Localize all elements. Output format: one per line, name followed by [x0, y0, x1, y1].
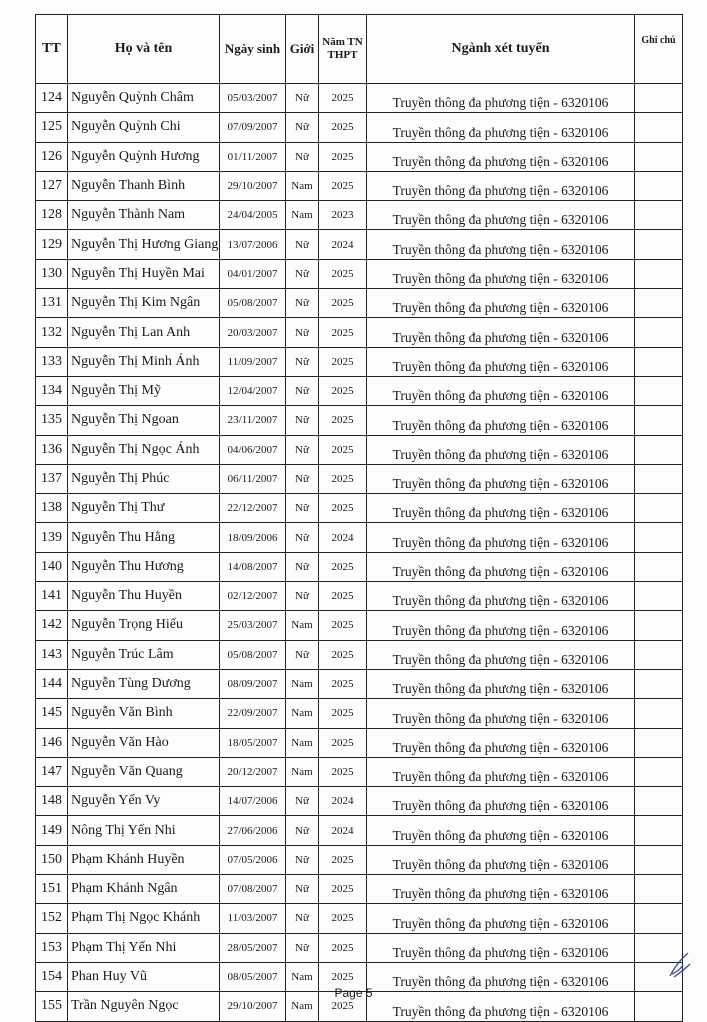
gender-cell: Nữ [286, 582, 319, 611]
row-number-cell: 140 [36, 552, 68, 581]
admission-major-cell: Truyền thông đa phương tiện - 6320106 [367, 875, 635, 904]
date-of-birth-cell: 27/06/2006 [220, 816, 286, 845]
admission-major-cell: Truyền thông đa phương tiện - 6320106 [367, 845, 635, 874]
date-of-birth-cell: 07/09/2007 [220, 113, 286, 142]
date-of-birth-cell: 06/11/2007 [220, 464, 286, 493]
graduation-year-cell: 2025 [319, 611, 367, 640]
date-of-birth-cell: 18/05/2007 [220, 728, 286, 757]
note-cell [635, 406, 683, 435]
gender-cell: Nữ [286, 875, 319, 904]
candidate-name-cell: Nguyễn Tùng Dương [68, 669, 220, 698]
table-row [36, 611, 683, 640]
date-of-birth-cell: 08/09/2007 [220, 669, 286, 698]
table-row [36, 142, 683, 171]
date-of-birth-cell: 05/08/2007 [220, 289, 286, 318]
date-of-birth-cell: 13/07/2006 [220, 230, 286, 259]
table-row [36, 640, 683, 669]
graduation-year-cell: 2025 [319, 113, 367, 142]
date-of-birth-cell: 04/06/2007 [220, 435, 286, 464]
gender-cell: Nam [286, 962, 319, 991]
table-row [36, 171, 683, 200]
candidate-name-cell: Nguyễn Quỳnh Chi [68, 113, 220, 142]
row-number-cell: 145 [36, 699, 68, 728]
row-number-cell: 137 [36, 464, 68, 493]
note-cell [635, 669, 683, 698]
row-number-cell: 144 [36, 669, 68, 698]
table-row [36, 669, 683, 698]
admission-major-cell: Truyền thông đa phương tiện - 6320106 [367, 816, 635, 845]
date-of-birth-cell: 14/07/2006 [220, 787, 286, 816]
note-cell [635, 816, 683, 845]
graduation-year-cell: 2024 [319, 230, 367, 259]
note-cell [635, 757, 683, 786]
date-of-birth-cell: 20/03/2007 [220, 318, 286, 347]
header-tt: TT [36, 15, 68, 84]
candidate-name-cell: Nguyễn Yến Vy [68, 787, 220, 816]
admission-major-cell: Truyền thông đa phương tiện - 6320106 [367, 142, 635, 171]
gender-cell: Nữ [286, 552, 319, 581]
admission-major-cell: Truyền thông đa phương tiện - 6320106 [367, 171, 635, 200]
gender-cell: Nam [286, 992, 319, 1021]
graduation-year-cell: 2025 [319, 699, 367, 728]
note-cell [635, 289, 683, 318]
table-header-row [36, 15, 683, 84]
date-of-birth-cell: 02/12/2007 [220, 582, 286, 611]
gender-cell: Nam [286, 728, 319, 757]
gender-cell: Nữ [286, 84, 319, 113]
date-of-birth-cell: 07/08/2007 [220, 875, 286, 904]
candidate-name-cell: Nguyễn Thị Mỹ [68, 376, 220, 405]
row-number-cell: 135 [36, 406, 68, 435]
table-row [36, 552, 683, 581]
graduation-year-cell: 2025 [319, 289, 367, 318]
candidate-name-cell: Phạm Khánh Huyền [68, 845, 220, 874]
candidate-name-cell: Nguyễn Thị Minh Ánh [68, 347, 220, 376]
page-number: Page 5 [334, 986, 373, 1000]
row-number-cell: 141 [36, 582, 68, 611]
date-of-birth-cell: 18/09/2006 [220, 523, 286, 552]
note-cell [635, 376, 683, 405]
gender-cell: Nữ [286, 816, 319, 845]
admission-major-cell: Truyền thông đa phương tiện - 6320106 [367, 347, 635, 376]
gender-cell: Nam [286, 669, 319, 698]
header-grad-year: Năm TN THPT [319, 15, 367, 84]
candidate-name-cell: Nguyễn Thu Hương [68, 552, 220, 581]
signature-mark [666, 950, 694, 980]
row-number-cell: 130 [36, 259, 68, 288]
graduation-year-cell: 2025 [319, 84, 367, 113]
graduation-year-cell: 2025 [319, 464, 367, 493]
candidate-name-cell: Nguyễn Thị Ngoan [68, 406, 220, 435]
table-row [36, 259, 683, 288]
row-number-cell: 146 [36, 728, 68, 757]
graduation-year-cell: 2025 [319, 875, 367, 904]
graduation-year-cell: 2025 [319, 904, 367, 933]
graduation-year-cell: 2025 [319, 992, 367, 1021]
admission-major-cell: Truyền thông đa phương tiện - 6320106 [367, 787, 635, 816]
gender-cell: Nữ [286, 933, 319, 962]
graduation-year-cell: 2025 [319, 435, 367, 464]
candidate-name-cell: Nguyễn Trúc Lâm [68, 640, 220, 669]
admission-major-cell: Truyền thông đa phương tiện - 6320106 [367, 640, 635, 669]
gender-cell: Nữ [286, 464, 319, 493]
table-row [36, 289, 683, 318]
row-number-cell: 154 [36, 962, 68, 991]
admission-major-cell: Truyền thông đa phương tiện - 6320106 [367, 523, 635, 552]
table-row [36, 728, 683, 757]
admission-major-cell: Truyền thông đa phương tiện - 6320106 [367, 904, 635, 933]
table-row [36, 933, 683, 962]
candidate-name-cell: Phan Huy Vũ [68, 962, 220, 991]
candidate-name-cell: Trần Nguyên Ngọc [68, 992, 220, 1021]
table-row [36, 816, 683, 845]
candidate-name-cell: Nguyễn Thị Lan Anh [68, 318, 220, 347]
admission-major-cell: Truyền thông đa phương tiện - 6320106 [367, 259, 635, 288]
graduation-year-cell: 2025 [319, 142, 367, 171]
date-of-birth-cell: 28/05/2007 [220, 933, 286, 962]
note-cell [635, 845, 683, 874]
admission-major-cell: Truyền thông đa phương tiện - 6320106 [367, 757, 635, 786]
row-number-cell: 131 [36, 289, 68, 318]
note-cell [635, 523, 683, 552]
row-number-cell: 142 [36, 611, 68, 640]
candidate-name-cell: Nguyễn Thị Hương Giang [68, 230, 220, 259]
graduation-year-cell: 2025 [319, 171, 367, 200]
candidate-name-cell: Phạm Thị Ngọc Khánh [68, 904, 220, 933]
note-cell [635, 640, 683, 669]
candidate-name-cell: Nguyễn Thành Nam [68, 201, 220, 230]
graduation-year-cell: 2025 [319, 640, 367, 669]
header-major: Ngành xét tuyển [367, 15, 635, 84]
row-number-cell: 128 [36, 201, 68, 230]
graduation-year-cell: 2025 [319, 347, 367, 376]
row-number-cell: 132 [36, 318, 68, 347]
note-cell [635, 259, 683, 288]
admission-major-cell: Truyền thông đa phương tiện - 6320106 [367, 376, 635, 405]
table-row [36, 201, 683, 230]
date-of-birth-cell: 23/11/2007 [220, 406, 286, 435]
note-cell [635, 201, 683, 230]
candidate-name-cell: Nông Thị Yến Nhi [68, 816, 220, 845]
date-of-birth-cell: 29/10/2007 [220, 992, 286, 1021]
date-of-birth-cell: 20/12/2007 [220, 757, 286, 786]
candidate-name-cell: Nguyễn Văn Bình [68, 699, 220, 728]
row-number-cell: 150 [36, 845, 68, 874]
gender-cell: Nam [286, 171, 319, 200]
table-row [36, 875, 683, 904]
admission-major-cell: Truyền thông đa phương tiện - 6320106 [367, 464, 635, 493]
note-cell [635, 435, 683, 464]
gender-cell: Nữ [286, 845, 319, 874]
candidate-name-cell: Nguyễn Thị Kim Ngân [68, 289, 220, 318]
admission-major-cell: Truyền thông đa phương tiện - 6320106 [367, 728, 635, 757]
admission-major-cell: Truyền thông đa phương tiện - 6320106 [367, 582, 635, 611]
note-cell [635, 728, 683, 757]
graduation-year-cell: 2024 [319, 787, 367, 816]
graduation-year-cell: 2025 [319, 962, 367, 991]
row-number-cell: 148 [36, 787, 68, 816]
gender-cell: Nữ [286, 259, 319, 288]
admission-major-cell: Truyền thông đa phương tiện - 6320106 [367, 84, 635, 113]
candidate-name-cell: Nguyễn Văn Hào [68, 728, 220, 757]
candidate-name-cell: Phạm Thị Yến Nhi [68, 933, 220, 962]
gender-cell: Nữ [286, 435, 319, 464]
row-number-cell: 155 [36, 992, 68, 1021]
note-cell [635, 171, 683, 200]
note-cell [635, 787, 683, 816]
gender-cell: Nữ [286, 406, 319, 435]
gender-cell: Nữ [286, 640, 319, 669]
date-of-birth-cell: 22/12/2007 [220, 494, 286, 523]
row-number-cell: 125 [36, 113, 68, 142]
candidate-name-cell: Nguyễn Thu Huyền [68, 582, 220, 611]
candidate-name-cell: Nguyễn Trọng Hiếu [68, 611, 220, 640]
table-row [36, 845, 683, 874]
graduation-year-cell: 2025 [319, 406, 367, 435]
table-row [36, 435, 683, 464]
admission-major-cell: Truyền thông đa phương tiện - 6320106 [367, 318, 635, 347]
admission-major-cell: Truyền thông đa phương tiện - 6320106 [367, 406, 635, 435]
note-cell [635, 84, 683, 113]
note-cell [635, 318, 683, 347]
note-cell [635, 347, 683, 376]
row-number-cell: 139 [36, 523, 68, 552]
gender-cell: Nữ [286, 230, 319, 259]
table-row [36, 84, 683, 113]
table-row [36, 699, 683, 728]
admission-major-cell: Truyền thông đa phương tiện - 6320106 [367, 611, 635, 640]
table-row [36, 406, 683, 435]
note-cell [635, 582, 683, 611]
date-of-birth-cell: 07/05/2006 [220, 845, 286, 874]
graduation-year-cell: 2025 [319, 259, 367, 288]
header-dob: Ngày sinh [220, 15, 286, 84]
candidate-name-cell: Nguyễn Thu Hằng [68, 523, 220, 552]
gender-cell: Nữ [286, 494, 319, 523]
table-row [36, 904, 683, 933]
row-number-cell: 124 [36, 84, 68, 113]
candidate-name-cell: Nguyễn Quỳnh Châm [68, 84, 220, 113]
table-row [36, 230, 683, 259]
date-of-birth-cell: 29/10/2007 [220, 171, 286, 200]
gender-cell: Nữ [286, 523, 319, 552]
graduation-year-cell: 2025 [319, 318, 367, 347]
row-number-cell: 133 [36, 347, 68, 376]
note-cell [635, 230, 683, 259]
gender-cell: Nữ [286, 142, 319, 171]
table-row [36, 787, 683, 816]
candidate-name-cell: Nguyễn Thị Phúc [68, 464, 220, 493]
gender-cell: Nam [286, 757, 319, 786]
admission-major-cell: Truyền thông đa phương tiện - 6320106 [367, 933, 635, 962]
note-cell [635, 699, 683, 728]
candidate-name-cell: Nguyễn Thị Thư [68, 494, 220, 523]
graduation-year-cell: 2025 [319, 376, 367, 405]
admission-major-cell: Truyền thông đa phương tiện - 6320106 [367, 962, 635, 991]
row-number-cell: 129 [36, 230, 68, 259]
header-name: Họ và tên [68, 15, 220, 84]
gender-cell: Nam [286, 201, 319, 230]
admission-major-cell: Truyền thông đa phương tiện - 6320106 [367, 699, 635, 728]
graduation-year-cell: 2025 [319, 552, 367, 581]
note-cell [635, 875, 683, 904]
note-cell [635, 611, 683, 640]
date-of-birth-cell: 05/08/2007 [220, 640, 286, 669]
admission-major-cell: Truyền thông đa phương tiện - 6320106 [367, 552, 635, 581]
graduation-year-cell: 2025 [319, 669, 367, 698]
graduation-year-cell: 2025 [319, 845, 367, 874]
date-of-birth-cell: 24/04/2005 [220, 201, 286, 230]
candidate-name-cell: Nguyễn Văn Quang [68, 757, 220, 786]
gender-cell: Nữ [286, 347, 319, 376]
date-of-birth-cell: 08/05/2007 [220, 962, 286, 991]
table-row [36, 757, 683, 786]
row-number-cell: 147 [36, 757, 68, 786]
candidate-name-cell: Nguyễn Thị Ngọc Ánh [68, 435, 220, 464]
date-of-birth-cell: 01/11/2007 [220, 142, 286, 171]
date-of-birth-cell: 11/03/2007 [220, 904, 286, 933]
row-number-cell: 149 [36, 816, 68, 845]
admission-major-cell: Truyền thông đa phương tiện - 6320106 [367, 435, 635, 464]
header-note: Ghi chú [635, 15, 683, 84]
date-of-birth-cell: 22/09/2007 [220, 699, 286, 728]
table-row [36, 318, 683, 347]
note-cell [635, 113, 683, 142]
candidate-name-cell: Nguyễn Thanh Bình [68, 171, 220, 200]
graduation-year-cell: 2025 [319, 582, 367, 611]
table-row [36, 494, 683, 523]
table-row [36, 464, 683, 493]
date-of-birth-cell: 12/04/2007 [220, 376, 286, 405]
date-of-birth-cell: 14/08/2007 [220, 552, 286, 581]
date-of-birth-cell: 11/09/2007 [220, 347, 286, 376]
admission-major-cell: Truyền thông đa phương tiện - 6320106 [367, 669, 635, 698]
row-number-cell: 138 [36, 494, 68, 523]
admission-major-cell: Truyền thông đa phương tiện - 6320106 [367, 494, 635, 523]
graduation-year-cell: 2025 [319, 728, 367, 757]
row-number-cell: 152 [36, 904, 68, 933]
table-row [36, 347, 683, 376]
candidate-table [35, 14, 683, 1022]
graduation-year-cell: 2025 [319, 933, 367, 962]
row-number-cell: 136 [36, 435, 68, 464]
note-cell [635, 552, 683, 581]
row-number-cell: 153 [36, 933, 68, 962]
date-of-birth-cell: 05/03/2007 [220, 84, 286, 113]
gender-cell: Nữ [286, 904, 319, 933]
graduation-year-cell: 2025 [319, 757, 367, 786]
gender-cell: Nam [286, 699, 319, 728]
admission-major-cell: Truyền thông đa phương tiện - 6320106 [367, 201, 635, 230]
note-cell [635, 142, 683, 171]
gender-cell: Nữ [286, 787, 319, 816]
candidate-name-cell: Nguyễn Thị Huyền Mai [68, 259, 220, 288]
gender-cell: Nam [286, 611, 319, 640]
row-number-cell: 151 [36, 875, 68, 904]
header-gender: Giới [286, 15, 319, 84]
row-number-cell: 126 [36, 142, 68, 171]
graduation-year-cell: 2023 [319, 201, 367, 230]
row-number-cell: 134 [36, 376, 68, 405]
gender-cell: Nữ [286, 113, 319, 142]
row-number-cell: 127 [36, 171, 68, 200]
table-row [36, 523, 683, 552]
gender-cell: Nữ [286, 289, 319, 318]
table-row [36, 582, 683, 611]
graduation-year-cell: 2024 [319, 523, 367, 552]
candidate-name-cell: Phạm Khánh Ngân [68, 875, 220, 904]
table-row [36, 113, 683, 142]
note-cell [635, 464, 683, 493]
note-cell [635, 904, 683, 933]
date-of-birth-cell: 04/01/2007 [220, 259, 286, 288]
row-number-cell: 143 [36, 640, 68, 669]
graduation-year-cell: 2024 [319, 816, 367, 845]
admission-major-cell: Truyền thông đa phương tiện - 6320106 [367, 230, 635, 259]
table-row [36, 376, 683, 405]
date-of-birth-cell: 25/03/2007 [220, 611, 286, 640]
gender-cell: Nữ [286, 318, 319, 347]
admission-major-cell: Truyền thông đa phương tiện - 6320106 [367, 992, 635, 1021]
admission-major-cell: Truyền thông đa phương tiện - 6320106 [367, 113, 635, 142]
admission-major-cell: Truyền thông đa phương tiện - 6320106 [367, 289, 635, 318]
graduation-year-cell: 2025 [319, 494, 367, 523]
gender-cell: Nữ [286, 376, 319, 405]
candidate-name-cell: Nguyễn Quỳnh Hương [68, 142, 220, 171]
note-cell [635, 494, 683, 523]
